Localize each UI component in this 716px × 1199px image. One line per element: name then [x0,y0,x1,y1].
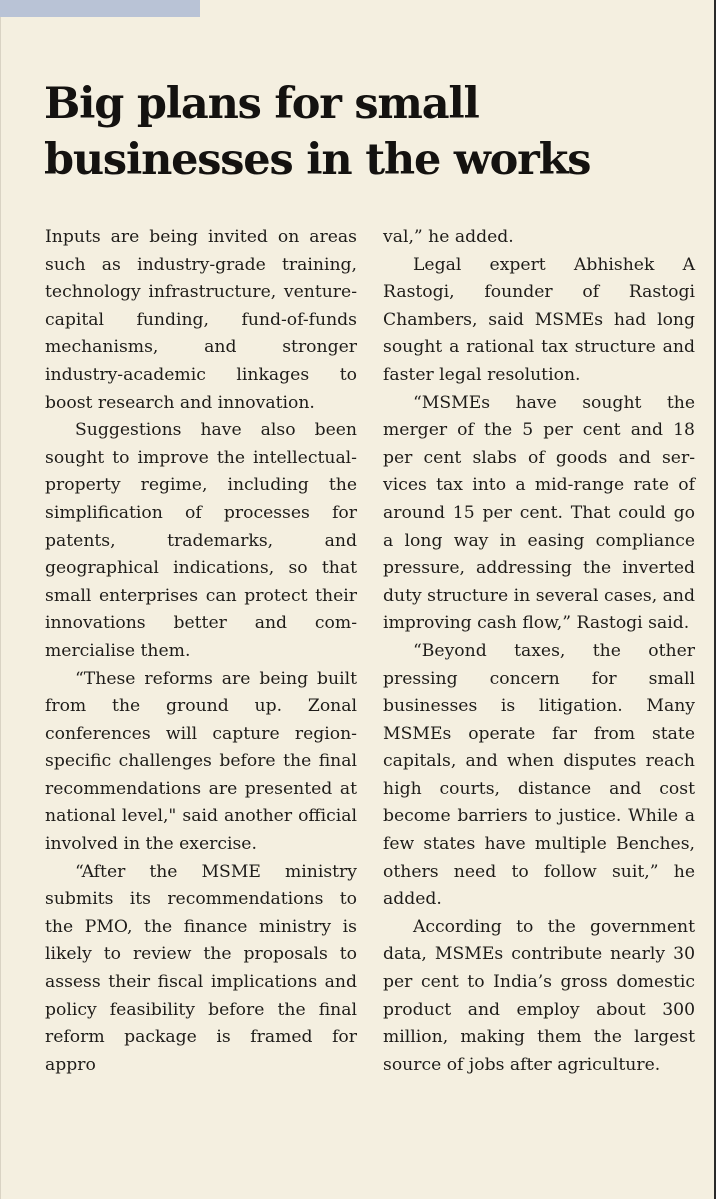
paragraph-finance-ministry-review: “After the MSME ministry submits its recommendations to the PMO, the finance ministry is likely to review the proposals to assess their fiscal implications and policy feasibility before the final reform package is framed for appro [45,861,357,1075]
paragraph-continuation: val,” he added. [383,227,514,247]
paragraph-litigation: “Beyond taxes, the other pressing concern for small businesses is litigation. Many MSMEs operate far from state capitals, and when disputes reach high courts, distance and cost become barriers to justice. While a few states have multiple Benches, others need to follow suit,” he added. [383,640,695,910]
article-right-column [383,224,695,1079]
headline-line-2: businesses in the works [44,135,591,185]
paragraph-gst-merger: “MSMEs have sought the merger of the 5 per cent and 18 per cent slabs of goods and services tax into a mid-range rate of around 15 per cent. That could go a long way in easing compliance pressure, addressing the inverted duty structure in several cases, and improving cash flow,” Rastogi said. [383,392,695,634]
paragraph-government-data: According to the government data, MSMEs contribute nearly 30 per cent to India’s gross domestic product and employ about 300 million, making them the largest source of jobs after agriculture. [383,916,695,1075]
article-left-column [45,224,357,1079]
paragraph-ip-regime: Suggestions have also been sought to improve the intellectual-property regime, including the simplification of processes for patents, trademarks, and geographical indications, so that small enterprises can protect their innovations better and commercialise them. [45,420,357,661]
paragraph-inputs-invited: Inputs are being invited on areas such as industry-grade training, technology infrastructure, venture-capital funding, fund-of-funds mechanisms, and stronger industry-academic linkages to boost research and innovation. [45,227,357,413]
top-color-tab [0,0,200,17]
page-left-border [0,17,1,1199]
paragraph-reforms-ground-up: “These reforms are being built from the ground up. Zonal conferences will capture region-specific challenges before the final recommendations are presented at national level," said another official involved in the exercise. [45,668,357,855]
headline-line-1: Big plans for small [44,79,479,129]
paragraph-legal-expert: Legal expert Abhishek A Rastogi, founder of Rastogi Chambers, said MSMEs had long sought a rational tax structure and faster legal resolution. [383,254,695,385]
article-headline [44,76,684,188]
